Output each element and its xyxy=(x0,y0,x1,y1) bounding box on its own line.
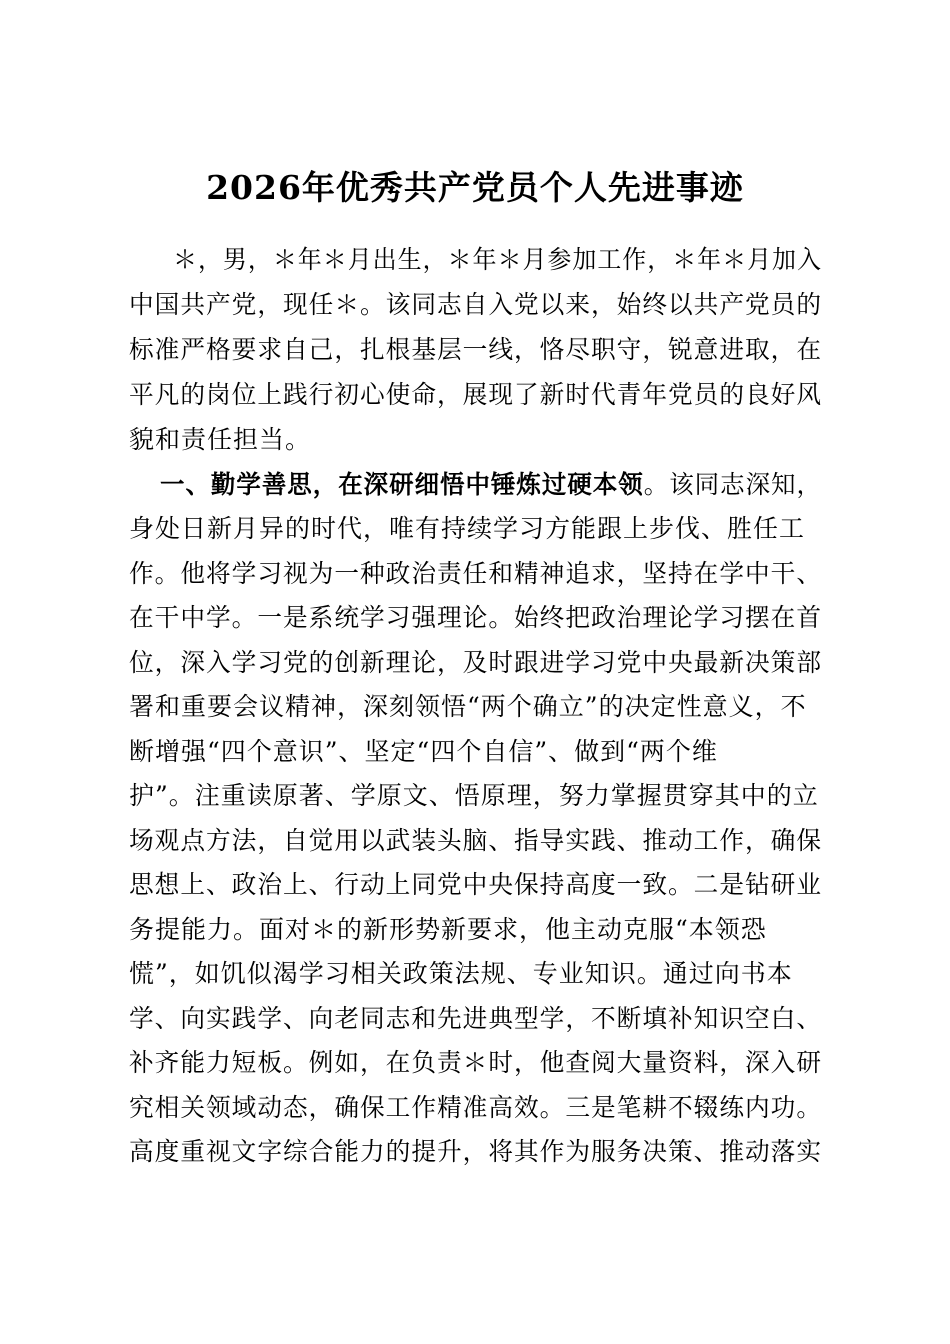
paragraph-line: 思想上、政治上、行动上同党中央保持高度一致。二是钻研业 xyxy=(129,870,823,899)
paragraph-line: 标准严格要求自己，扎根基层一线，恪尽职守，锐意进取，在 xyxy=(129,335,823,364)
paragraph-line: 在干中学。一是系统学习强理论。始终把政治理论学习摆在首 xyxy=(129,603,823,632)
paragraph-line: 中国共产党，现任＊。该同志自入党以来，始终以共产党员的 xyxy=(129,290,823,319)
paragraph-line: 务提能力。面对＊的新形势新要求，他主动克服“本领恐 xyxy=(129,915,767,944)
section-first-line xyxy=(160,468,822,501)
paragraph-line: 断增强“四个意识”、坚定“四个自信”、做到“两个维 xyxy=(129,737,718,766)
paragraph-line: 高度重视文字综合能力的提升，将其作为服务决策、推动落实 xyxy=(129,1137,823,1166)
paragraph-line: 场观点方法，自觉用以武装头脑、指导实践、推动工作，确保 xyxy=(129,826,823,855)
paragraph-line: 位，深入学习党的创新理论，及时跟进学习党中央最新决策部 xyxy=(129,648,823,677)
paragraph-line: ＊，男，＊年＊月出生，＊年＊月参加工作，＊年＊月加入 xyxy=(173,245,822,274)
document-title: 2026年优秀共产党员个人先进事迹 xyxy=(206,168,744,207)
paragraph-line: 学、向实践学、向老同志和先进典型学，不断填补知识空白、 xyxy=(129,1004,823,1033)
paragraph-line: 貌和责任担当。 xyxy=(129,425,312,454)
paragraph-line: 作。他将学习视为一种政治责任和精神追求，坚持在学中干、 xyxy=(129,559,823,588)
paragraph-line: 身处日新月异的时代，唯有持续学习方能跟上步伐、胜任工 xyxy=(129,514,806,543)
paragraph-line: 平凡的岗位上践行初心使命，展现了新时代青年党员的良好风 xyxy=(129,380,823,409)
paragraph-line: 署和重要会议精神，深刻领悟“两个确立”的决定性意义，不 xyxy=(129,692,807,721)
section-heading-continuation: 。该同志深知， xyxy=(643,470,822,499)
paragraph-line: 慌”，如饥似渴学习相关政策法规、专业知识。通过向书本 xyxy=(129,959,793,988)
paragraph-line: 护”。注重读原著、学原文、悟原理，努力掌握贯穿其中的立 xyxy=(129,781,819,810)
paragraph-line: 究相关领域动态，确保工作精准高效。三是笔耕不辍练内功。 xyxy=(129,1093,823,1122)
paragraph-line: 补齐能力短板。例如，在负责＊时，他查阅大量资料，深入研 xyxy=(129,1048,823,1077)
section-heading: 一、勤学善思，在深研细悟中锤炼过硬本领 xyxy=(160,470,644,499)
